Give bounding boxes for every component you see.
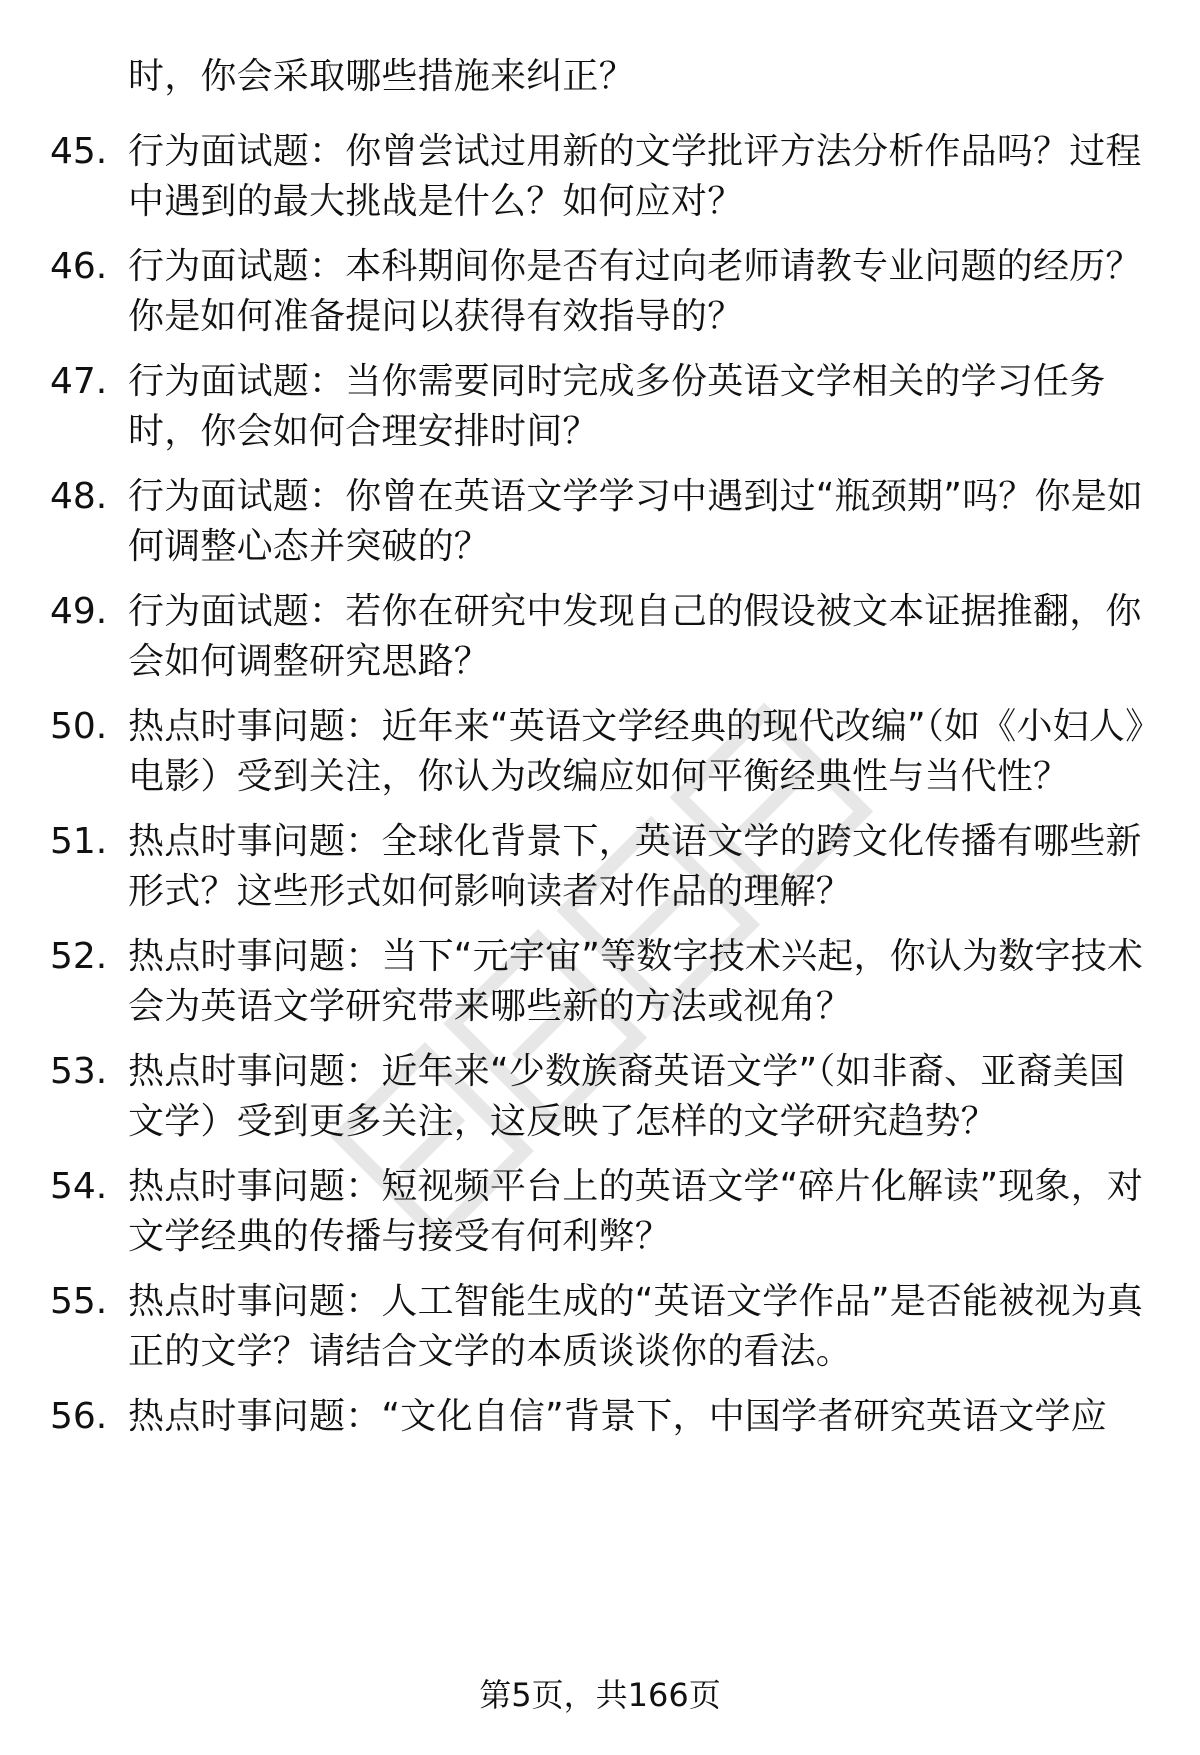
- question-text: 行为面试题：你曾尝试过用新的文学批评方法分析作品吗？过程中遇到的最大挑战是什么？如何应对？: [128, 131, 1142, 222]
- question-number: 50.: [50, 706, 108, 747]
- question-number: 52.: [50, 936, 108, 977]
- question-number: 53.: [50, 1051, 108, 1092]
- question-text: 热点时事问题：短视频平台上的英语文学“碎片化解读”现象，对文学经典的传播与接受有何利弊？: [128, 1166, 1144, 1257]
- question-text: 行为面试题：若你在研究中发现自己的假设被文本证据推翻，你会如何调整研究思路？: [128, 591, 1142, 682]
- page-footer: 第5页，共166页: [479, 1676, 721, 1714]
- question-number: 56.: [50, 1396, 108, 1437]
- question-text: 热点时事问题：人工智能生成的“英语文学作品”是否能被视为真正的文学？请结合文学的本质谈谈你的看法。: [128, 1281, 1144, 1372]
- question-number: 49.: [50, 591, 108, 632]
- question-text: 热点时事问题：当下“元宇宙”等数字技术兴起，你认为数字技术会为英语文学研究带来哪些新的方法或视角？: [128, 936, 1144, 1027]
- question-text: 时，你会采取哪些措施来纠正？: [128, 56, 635, 97]
- question-number: 51.: [50, 821, 108, 862]
- question-number: 48.: [50, 476, 108, 517]
- question-text: 热点时事问题：“文化自信”背景下，中国学者研究英语文学应: [128, 1396, 1107, 1437]
- question-number: 47.: [50, 361, 108, 402]
- question-number: 55.: [50, 1281, 108, 1322]
- question-number: 54.: [50, 1166, 108, 1207]
- question-text: 热点时事问题：近年来“少数族裔英语文学”（如非裔、亚裔美国文学）受到更多关注，这反映了怎样的文学研究趋势？: [128, 1051, 1126, 1142]
- question-text: 行为面试题：本科期间你是否有过向老师请教专业问题的经历？你是如何准备提问以获得有效指导的？: [128, 246, 1142, 337]
- question-text: 行为面试题：当你需要同时完成多份英语文学相关的学习任务时，你会如何合理安排时间？: [128, 361, 1106, 452]
- question-text: 热点时事问题：近年来“英语文学经典的现代改编”（如《小妇人》电影）受到关注，你认为改编应如何平衡经典性与当代性？: [128, 706, 1144, 797]
- question-text: 行为面试题：你曾在英语文学学习中遇到过“瓶颈期”吗？你是如何调整心态并突破的？: [128, 476, 1144, 567]
- question-number: 45.: [50, 131, 108, 172]
- question-number: 46.: [50, 246, 108, 287]
- question-text: 热点时事问题：全球化背景下，英语文学的跨文化传播有哪些新形式？这些形式如何影响读者对作品的理解？: [128, 821, 1142, 912]
